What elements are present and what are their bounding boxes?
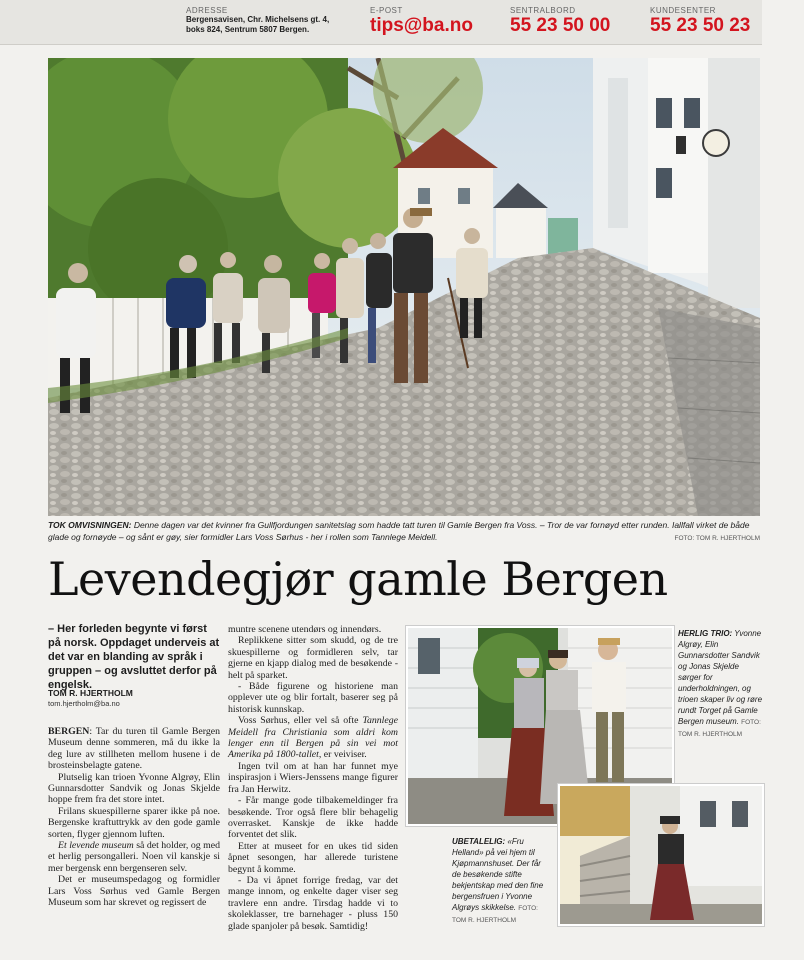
main-photo-caption-text: Denne dagen var det kvinner fra Gullfjordungen sanitetslag som hadde tatt turen til Gamle Bergen fra Voss. – Tror de var fornøyd etter runden. Iallfall virket de både glade og fornøyde – og sånt er gøy, sier formidler Lars Voss Sørhus - her i rollen som Tannlege Meidell. xyxy=(48,520,750,542)
paragraph: - Da vi åpnet forrige fredag, var det mange innom, og enkelte dager viser seg travlere enn andre. Tirsdag hadde vi to skoleklasser, tre barnehager - pluss 150 glade spanjoler på besøk. Samtidig! xyxy=(228,874,398,932)
fru-helland-caption xyxy=(452,836,548,926)
address-line2: boks 824, Sentrum 5807 Bergen. xyxy=(186,25,310,34)
main-photo-illustration xyxy=(48,58,760,516)
email-value: tips@ba.no xyxy=(370,15,473,36)
address-block xyxy=(186,6,329,35)
paragraph: Replikkene sitter som skudd, og de tre skuespillerne og formidleren selv, tar gjerne en kjapp dialog med de besøkende - helt på sparket. xyxy=(228,635,398,681)
article-column-2 xyxy=(228,624,398,932)
byline: TOM R. HJERTHOLM xyxy=(48,688,133,698)
switchboard-label: SENTRALBORD xyxy=(510,6,576,15)
fru-helland-photo xyxy=(558,784,764,926)
main-photo-caption-lead: TOK OMVISNINGEN: xyxy=(48,520,132,530)
paragraph: Frilans skuespillerne sparer ikke på noe. Bergenske kraftuttrykk av den gode gamle sorten, flyger gjennom luften. xyxy=(48,805,220,840)
trio-caption-text: Yvonne Algrøy, Elin Gunnarsdotter Sandvik og Jonas Skjelde sørger for underholdningen, og trioen skaper liv og røre rundt Torget på Gamle Bergen museum. xyxy=(678,629,763,726)
paragraph: - Både figurene og historiene man opplever ute og blir fortalt, baserer seg på historisk kunnskap. xyxy=(228,681,398,715)
email-label: E-POST xyxy=(370,6,403,15)
main-photo xyxy=(48,58,760,516)
service-block xyxy=(650,6,750,37)
trio-caption-credit: FOTO: TOM R. HJERTHOLM xyxy=(678,719,761,738)
paragraph: Voss Sørhus, eller vel så ofte Tannlege Meidell fra Christiania som aldri kom lenger enn til Bergen på sin vei mot Amerika på 1800-tallet, er veiviser. xyxy=(228,715,398,761)
paragraph: Det er museumspedagog og formidler Lars Voss Sørhus ved Gamle Bergen Museum som har skrevet og regissert de xyxy=(48,874,220,909)
paragraph: BERGEN: Tar du turen til Gamle Bergen Museum denne sommeren, må du ikke la deg lure av stillheten mellom husene i de brosteinsbelagte gatene. xyxy=(48,726,220,772)
switchboard-block xyxy=(510,6,610,37)
paragraph: Etter at museet for en ukes tid siden åpnet sesongen, har allerede turistene begynt å komme. xyxy=(228,840,398,875)
fru-helland-caption-lead: UBETALELIG: xyxy=(452,837,506,846)
paragraph: - Får mange gode tilbakemeldinger fra besøkende. Tror også flere blir behagelig overrasket. Kanskje de ikke hadde forventet det slik. xyxy=(228,795,398,841)
dateline: BERGEN xyxy=(48,726,90,737)
trio-photo-caption xyxy=(678,628,764,740)
ingress: – Her forleden begynte vi først på norsk. Oppdaget underveis at det var en blanding av språk i gruppen – og avsluttet derfor på engelsk. xyxy=(48,623,220,691)
trio-caption-lead: HERLIG TRIO: xyxy=(678,629,733,638)
main-photo-caption xyxy=(48,519,760,543)
byline-email: tom.hjertholm@ba.no xyxy=(48,699,120,708)
contact-bar xyxy=(0,0,762,45)
email-block xyxy=(370,6,473,37)
address-line1: Bergensavisen, Chr. Michelsens gt. 4, xyxy=(186,15,330,24)
paragraph: Et levende museum så det holder, og med et herlig persongalleri. Noen vil kanskje si mer bergensk enn bergenseren selv. xyxy=(48,840,221,874)
article-column-1 xyxy=(48,726,220,909)
address-label: ADRESSE xyxy=(186,6,228,15)
fru-helland-caption-credit: FOTO: TOM R. HJERTHOLM xyxy=(452,905,538,924)
paragraph: Plutselig kan trioen Yvonne Algrøy, Elin Gunnarsdotter Sandvik og Jonas Skjelde hoppe frem fra det store intet. xyxy=(48,771,220,806)
service-label: KUNDESENTER xyxy=(650,6,716,15)
switchboard-value: 55 23 50 00 xyxy=(510,15,611,36)
paragraph: muntre scenene utendørs og innendørs. xyxy=(228,624,382,635)
fru-helland-caption-text: «Fru Helland» på vei hjem til Kjøpmannshuset. Der får de besøkende stifte bekjentskap med den fine bergensfruen i Yvonne Algrøys skikkelse. xyxy=(452,837,544,912)
main-photo-credit: FOTO: TOM R. HJERTHOLM xyxy=(674,535,760,542)
fru-helland-photo-illustration xyxy=(560,786,762,924)
paragraph: Ingen tvil om at han har funnet mye inspirasjon i Wiers-Jenssens mange figurer fra Jan Herwitz. xyxy=(228,760,398,795)
headline: Levendegjør gamle Bergen xyxy=(48,552,668,606)
service-value: 55 23 50 23 xyxy=(650,15,751,36)
